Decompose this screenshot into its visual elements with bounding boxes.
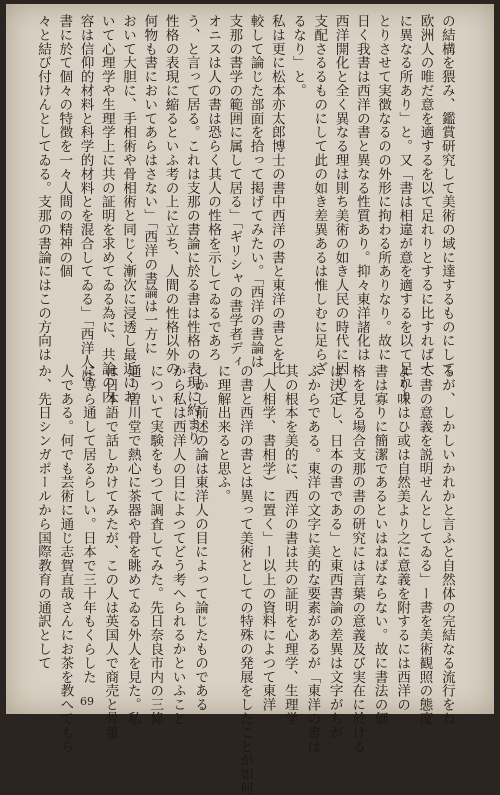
- text-column: に異なる所あり」と。又「書は相違が意を適するを以て足れり: [396, 14, 413, 404]
- text-column: おいて大胆に、手相術や骨相術と同じく漸次に浸透し最近にお: [120, 14, 136, 404]
- text-column: （人相学、書相学）に置く」ー以上の資料によつて東洋: [259, 364, 276, 712]
- text-column: 西洋開化と全く異なる理は則ち美術の如き人民の時代に因りて: [332, 14, 349, 404]
- page-number: 69: [80, 695, 94, 708]
- text-column: の結構を猥み、鑑賞研究して美術の域に達するものにして: [438, 14, 455, 376]
- text-column: 支那の書学の範囲に属して居る」「ギリシャの書学者ディ: [226, 14, 243, 369]
- text-column: 私は更に松本亦太郎博士の書中西洋の書と東洋の書とを比: [268, 14, 285, 376]
- text-column: 何物も書においてあらはさない」「西洋の書論は一方に: [141, 14, 158, 355]
- text-column: るなり」と。: [290, 14, 306, 98]
- text-column: ふからである。東洋の文字に美的な要素があるが「東洋の書は: [304, 364, 321, 754]
- text-column: 性格の表現に縮るといふ考の上に立ち、人間の性格以外の: [162, 14, 179, 376]
- text-column: 較して論じた部面を拾って掲げてみたい。「西洋の書論は: [247, 14, 264, 369]
- text-column: オニスは人の書は恐らく其人の性格を示してゐるであろ: [205, 14, 221, 362]
- text-column: 書に於て個々の特徴を一々人間の精神の個: [56, 14, 73, 279]
- text-column: 其の根本を美的に、西洋の書は共の証明を心理学、生理学: [281, 364, 298, 726]
- text-column: について実験をもつて調査してみた。先日奈良市内の三條: [147, 364, 164, 726]
- text-column: は日本語で話しかけてみたが、この人は英国人で商売と骨董: [102, 364, 119, 740]
- text-column: 容は信仰的材料と科学的材料とを混合してゐる」「西洋人は: [77, 14, 94, 383]
- text-column: 格を見る場合支那の書の研究には言葉の意義及び実在に於ける: [349, 364, 366, 754]
- text-column: 書は寡りに簡潔であるといはねばならない。故に書法の価: [371, 364, 388, 726]
- text-column: から私は西洋人の目によつてどう考へられるかといふこと: [169, 364, 186, 726]
- text-column: しかし前述の論は東洋人の目によって論じたものである: [192, 364, 209, 712]
- text-column: 々と結び付けんとしてゐる。支那の書論にはこの方向は: [35, 14, 51, 362]
- text-column: 日く我書は西洋の書と異なる性質あり。抑々東洋諸化は: [353, 14, 370, 362]
- text-column: う、と言って居る。これは支那の書論に於る書は性格の表現に約まり: [183, 14, 200, 445]
- text-column: 欧洲人の唯だ意を適するを以て足れりとするに比すれば大: [417, 14, 434, 376]
- text-column: 通り曽川堂で熱心に茶器や骨を眺めてゐる外人を見た。私: [124, 364, 141, 726]
- text-column: は決定し、日本の書である」と東西書論の差異は文字がちが: [326, 364, 343, 740]
- text-column: に理解出来ると思ふ。: [214, 364, 231, 503]
- text-column: とりさせて実徴なるのの外形に拘わる所ありなり。故に: [375, 14, 391, 362]
- text-column: か、先日シンガポールから国際教育の通訳として: [35, 364, 51, 670]
- text-column: て書の意義を説明せんとしてゐる」ー書を美術観照の態度: [416, 364, 433, 726]
- text-column: の書と西洋の書とは異って美術としての特殊の発展をしたことが如何: [236, 364, 253, 795]
- book-page: [6, 4, 494, 795]
- text-column: 支配さるるものにして此の如き差異あるは惟しむに足らざ: [311, 14, 328, 376]
- text-column: 人である。何でも芸術に通じ志賀直哉さんにお茶を教へてもら: [57, 364, 74, 754]
- text-column: いて心理学や生理学上に共の証明を求めてゐる為に、共論の内: [98, 14, 115, 404]
- text-column: に専ら通して居るらしい。日本で三十年もくらした: [79, 364, 96, 684]
- text-column: るが、しかしいかれかと言ふと自然体の完結なる流行をね: [438, 364, 455, 726]
- text-column: より味はひ或は自然美より之に意義を附するには西洋の: [394, 364, 410, 712]
